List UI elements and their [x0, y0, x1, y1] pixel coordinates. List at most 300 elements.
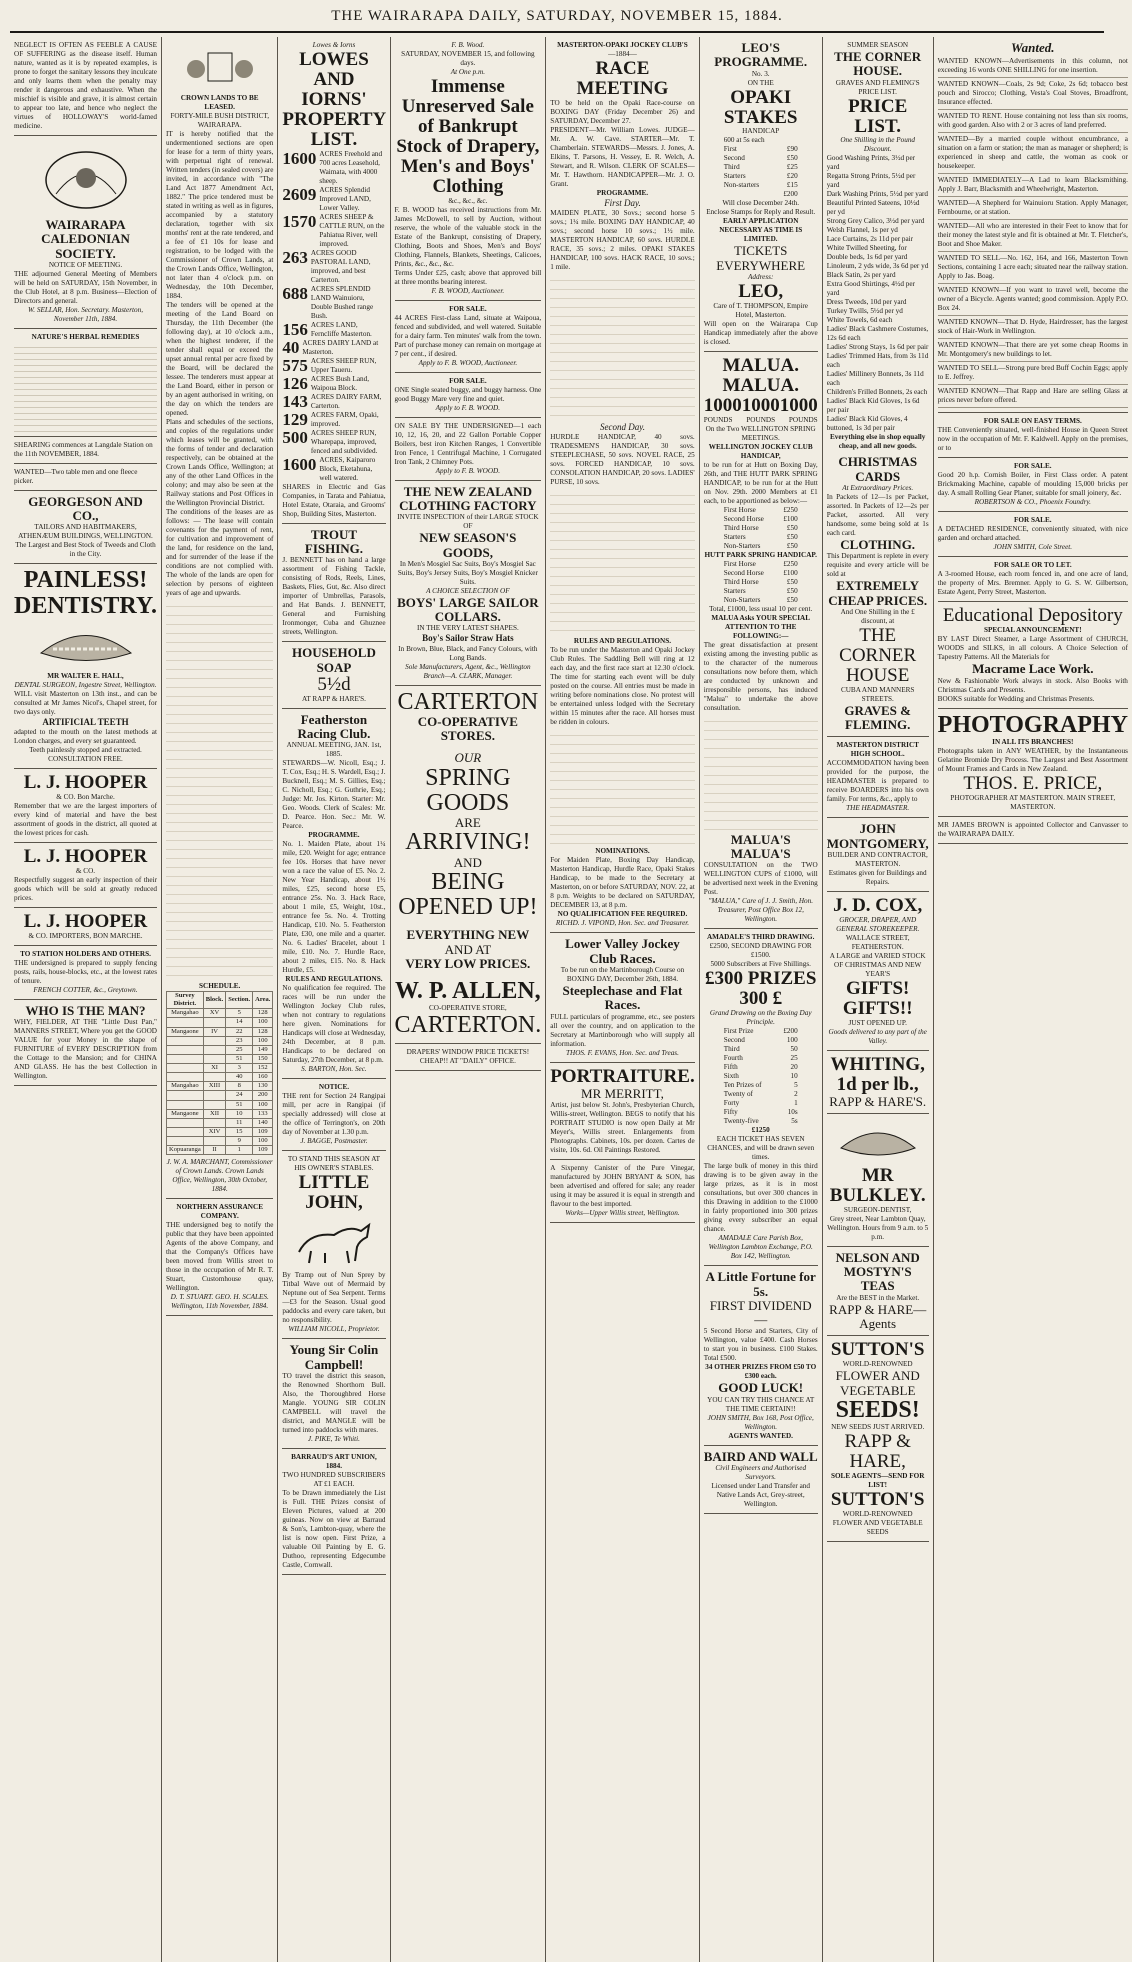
price-item: Children's Frilled Bonnets, 2s each	[826, 388, 928, 397]
barraud-title: BARRAUD'S ART UNION, 1884.	[291, 1452, 377, 1470]
holloway-text: NEGLECT IS OFTEN AS FEEBLE A CAUSE OF SUFFERING as the disease itself. Human nature, wanted as it is by repeated examples, is prone to forget the sanitary lessons they inculcate and only learns them when the penalty may render it dangerous and exhaustive. When the mischief is visible and grave, it is almost certain to appear too late, and hence who neglect the virtues of HOLLOWAY'S world-famed medicine.	[14, 41, 157, 130]
day-1-detail	[550, 272, 695, 422]
station-title: TO STATION HOLDERS AND OTHERS.	[20, 949, 151, 958]
property-item	[282, 411, 385, 429]
wood-auction-ad	[395, 37, 542, 301]
schedule-cell: Mangaone	[167, 1109, 204, 1118]
list-value: 5s	[791, 1117, 798, 1126]
wanted-item: WANTED KNOWN—If you want to travel well, become the owner of a Bicycle. Agents wanted; good commission. Apply P.O. Box 24.	[938, 284, 1128, 316]
price-item: Ladies' Black Kid Gloves, 4 buttoned, 1s 3d per pair	[826, 415, 908, 433]
list-row	[724, 1072, 798, 1081]
for-sale-2-sign: Apply to F. B. WOOD.	[435, 403, 501, 412]
list-label: Third	[723, 163, 740, 172]
racing-body: STEWARDS—W. Nicoll, Esq.; J. T. Cox, Esq.; H. S. Wardell, Esq.; J. Bucknell, Esq.; M. S. Gillies, Esq.; C. Nicholl, Esq.; G. Guthrie, Esq.; Judge: Mr. Jos. Kirton. Starter: Mr. Geo. Woods. Clerk of Scales: Mr. D. Pearce. Hon. Sec.: Mr. W. Pearce.	[282, 759, 386, 831]
trout-title: TROUT FISHING.	[304, 526, 364, 556]
masthead-title: THE WAIRARAPA DAILY, SATURDAY, NOVEMBER 15, 1884.	[331, 8, 783, 24]
macrame-body: New & Fashionable Work always in stock. Also Books with Christmas Cards and Presents.	[937, 676, 1128, 694]
malua-detail	[704, 713, 818, 833]
hooper-name-2: L. J. HOOPER	[23, 846, 148, 868]
column-5	[546, 37, 700, 1962]
schedule-cell	[203, 1137, 226, 1146]
hooper-name-3: L. J. HOOPER	[23, 910, 148, 932]
list-row	[724, 1027, 798, 1036]
sole-agents: SOLE AGENTS—SEND FOR LIST!	[830, 1471, 925, 1489]
wanted-item: WANTED KNOWN—Coals, 2s 9d; Coke, 2s 6d; tobacco best pouch and Sirocco; Clothing, Vesta's Coal Stoves, Broadfront, Insurance effected.	[938, 78, 1128, 110]
portraiture-title: PORTRAITURE.	[550, 1065, 695, 1087]
allen-name: W. P. ALLEN,	[395, 978, 541, 1005]
schedule-row	[167, 1027, 273, 1036]
list-label: First Prize	[723, 1027, 754, 1036]
steeple-title: Steeplechase and Flat Races.	[562, 982, 683, 1013]
prizes-note: Grand Drawing on the Boxing Day Principle.	[709, 1009, 812, 1027]
schedule-cell: 14	[226, 1018, 253, 1027]
artificial-body: adapted to the mouth on the latest methods at London charges, and every set guaranteed.	[14, 728, 157, 746]
schedule-header-cell: Section.	[226, 992, 253, 1009]
list-label: Third Horse	[723, 577, 759, 586]
programme-body: No. 1. Maiden Plate, about 1¼ mile, £20. Weight for age; entrance fee 10s. Horses that have never won a race the value of £5. No. 2. New Year Handicap, about 1½ miles, £25, second horse £5, entrance 25s. No. 3. Hack Race, about 1 mile, £5, Weight, 10st., entrance fee 5s. No. 4. Trotting Handicap, £10. No. 5. Featherston Plate, £30, one mile and a quarter. No. 6. Ladies' Bracelet, about 1 mile, £10. No. 7. Hurdle Race, about 2 miles, £15. No. 8. Hack Hurdle, £5.	[282, 840, 386, 975]
nominations-title: NOMINATIONS.	[595, 847, 650, 856]
bull-sign: J. PIKE, Te Whiti.	[307, 1434, 360, 1443]
column-1	[10, 37, 162, 1962]
schedule-cell: XIV	[203, 1127, 226, 1136]
leo-name: LEO,	[738, 281, 784, 303]
stallion-title: LITTLE JOHN,	[298, 1172, 370, 1214]
list-value: £50	[786, 154, 798, 163]
crown-conditions-text	[166, 598, 273, 978]
straw-hats: Boy's Sailor Straw Hats	[422, 633, 514, 644]
seeds-title: SEEDS!	[835, 1396, 920, 1423]
schedule-cell: XI	[203, 1064, 226, 1073]
property-text: ACRES Bush Land, Waipoua Block.	[310, 374, 369, 392]
masterton-title: MASTERTON-OPAKI JOCKEY CLUB'S	[557, 41, 688, 49]
dentistry-heading-2: DENTISTRY.	[14, 592, 157, 619]
property-acres: 40	[282, 337, 300, 357]
race-meeting-ad	[550, 37, 695, 933]
list-label: Second	[723, 154, 745, 163]
edu-sub: SPECIAL ANNOUNCEMENT!	[983, 626, 1082, 635]
malua-unit-2: POUNDS	[746, 415, 776, 424]
hooper-body-2: Respectfully suggest an early inspection of their goods which will be sold at greatly reduced prices.	[14, 875, 157, 902]
price-item: Ladies' Black Kid Gloves, 1s 6d per pair	[826, 397, 920, 415]
clothing-title: CLOTHING.	[840, 537, 916, 553]
drapers-text: DRAPERS' WINDOW PRICE TICKETS! CHEAP!! AT "DAILY" OFFICE.	[406, 1047, 530, 1065]
schedule-cell	[167, 1045, 204, 1054]
nz-body: In Men's Mosgiel Sac Suits, Boy's Mosgiel Sac Suits, Boy's Jersey Suits, Boy's Mosgiel Knicker Suits.	[397, 559, 538, 586]
property-text: ACRES, Kaiparoro Block, Eketahuna, well watered.	[319, 455, 376, 482]
steeple-body: FULL particulars of programme, etc., see posters all over the country, and on application to the Secretary at Martinborough who will supply all information.	[550, 1012, 695, 1048]
remedies-text-block	[14, 342, 157, 432]
nz-collars: BOYS' LARGE SAILOR COLLARS.	[397, 594, 539, 625]
soap-title: HOUSEHOLD SOAP	[292, 645, 376, 675]
list-value: 2	[794, 1090, 798, 1099]
price-item: Welsh Flannel, 1s per yd	[826, 226, 898, 235]
straw-agent: Sole Manufacturers, Agent, &c., Wellington Branch—A. CLARK, Manager.	[405, 662, 531, 680]
malua-on: On the Two WELLINGTON SPRING MEETINGS.	[705, 424, 816, 442]
boiler-sign: ROBERTSON & CO., Phoenix Foundry.	[974, 498, 1091, 507]
opaki-stakes: OPAKI STAKES	[723, 86, 798, 128]
remedies-ad	[14, 329, 157, 437]
schedule-cell	[203, 1091, 226, 1100]
list-label: First Horse	[723, 559, 756, 568]
price-item: Ladies' Strong Stays, 1s 6d per pair	[826, 343, 929, 352]
property-acres: 263	[282, 247, 308, 267]
property-text: ACRES SHEEP RUN, Wharepapa, improved, fenced and subdivided.	[310, 428, 378, 455]
boiler-title: FOR SALE.	[1014, 462, 1052, 471]
notice-sign: J. BAGGE, Postmaster.	[300, 1137, 368, 1146]
graves-fleming: GRAVES & FLEMING.	[844, 702, 911, 733]
schedule-cell: 100	[253, 1018, 273, 1027]
leo-number: No. 3.	[751, 69, 770, 78]
price-sub: PHOTOGRAPHER AT MASTERTON. MAIN STREET, MASTERTON.	[950, 793, 1116, 811]
list-label: Starters	[723, 586, 746, 595]
wanted-picker-text: WANTED—Two table men and one fleece picker.	[14, 467, 138, 485]
property-item	[282, 429, 385, 456]
price-item: Beautiful Printed Sateens, 10½d per yd	[826, 199, 920, 217]
list-row	[724, 1045, 798, 1054]
price-item: Black Satin, 2s per yard	[826, 271, 896, 280]
list-label: First Horse	[723, 505, 756, 514]
schedule-cell: 100	[253, 1036, 273, 1045]
lowes-title: LOWES AND IORNS' PROPERTY LIST.	[282, 49, 387, 150]
list-value: £50	[786, 586, 798, 595]
cox-name: J. D. COX,	[833, 894, 923, 916]
racing-title: Featherston Racing Club.	[297, 711, 371, 742]
list-row	[724, 154, 798, 163]
bulkley-ad	[827, 1114, 929, 1247]
schedule-row	[167, 1073, 273, 1082]
list-label: Fifty	[723, 1108, 738, 1117]
list-row	[724, 136, 798, 145]
wanted-picker-ad	[14, 464, 157, 491]
list-row	[724, 1081, 798, 1090]
nz-also: A CHOICE SELECTION OF	[426, 586, 510, 595]
malua-amount-3: 1000	[779, 394, 818, 416]
boiler-for-sale-ad	[938, 458, 1128, 512]
list-value: 20	[790, 1063, 798, 1072]
day-2-detail	[550, 487, 695, 637]
race-intro: TO be held on the Opaki Race-course on BOXING DAY (Friday December 26) and SATURDAY, December 27.	[550, 98, 695, 125]
schedule-cell	[203, 1018, 226, 1027]
race-rules-detail	[550, 727, 695, 847]
schedule-row	[167, 1118, 273, 1127]
schedule-cell: 8	[226, 1082, 253, 1091]
merritt-name: MR MERRITT,	[581, 1085, 664, 1101]
property-acres: 143	[282, 391, 308, 411]
evans-sign: THOS. F. EVANS, Hon. Sec. and Treas.	[566, 1048, 679, 1057]
new-seeds: NEW SEEDS JUST ARRIVED.	[831, 1423, 925, 1432]
hooper-name-1: L. J. HOOPER	[23, 772, 148, 794]
property-acres: 575	[282, 355, 308, 375]
schedule-cell: 150	[253, 1054, 273, 1063]
georgeson-subtitle: TAILORS AND HABITMAKERS, ATHENÆUM BUILDINGS, WELLINGTON.	[18, 523, 153, 541]
schedule-row	[167, 1064, 273, 1073]
amadale-sub: £2500, SECOND DRAWING FOR £1500.	[709, 942, 812, 960]
edu-title: Educational Depository	[942, 605, 1123, 627]
schedule-cell	[203, 1045, 226, 1054]
list-value: £15	[786, 181, 798, 190]
malua-ad	[704, 352, 818, 929]
society-subtitle: NOTICE OF MEETING.	[48, 260, 123, 269]
hall-subtitle: DENTAL SURGEON, Ingestre Street, Wellington.	[14, 680, 157, 689]
schedule-cell: Mangahao	[167, 1009, 204, 1018]
schedule-cell: 51	[226, 1100, 253, 1109]
leo-care: Care of T. THOMPSON, Empire Hotel, Masterton.	[713, 302, 809, 319]
bull-ad	[282, 1339, 385, 1449]
list-label: Non-starters	[723, 181, 760, 190]
amadale-prize-list	[704, 1027, 818, 1126]
shearing-text: SHEARING commences at Langdale Station on the 11th NOVEMBER, 1884.	[14, 440, 153, 458]
property-item	[282, 249, 385, 285]
crest-engraving	[26, 144, 146, 214]
stallion-body: By Tramp out of Nun Sprey by Titbal Wave out of Mermaid by Neptune out of Sea Serpent. Terms—£3 for the Season. Usual good paddocks and every care taken, but no responsibility.	[282, 1271, 386, 1325]
price-item: White Twilled Sheeting, for Double beds, 1s 6d per yard	[826, 244, 908, 262]
list-row	[724, 533, 798, 542]
property-text: ACRES SHEEP & CATTLE RUN, on the Pahiatua River, well improved.	[319, 212, 385, 248]
malua-unit-1: POUNDS	[703, 415, 733, 424]
suttons-world: WORLD-RENOWNED	[842, 1360, 913, 1369]
schedule-cell: 11	[226, 1118, 253, 1127]
price-name: THOS. E. PRICE,	[963, 772, 1103, 794]
list-label: Second Horse	[723, 568, 764, 577]
schedule-row	[167, 1045, 273, 1054]
hooper-sub-3: & CO. IMPORTERS, BON MARCHE.	[28, 931, 143, 940]
schedule-header-cell: Block.	[203, 992, 226, 1009]
merritt-body: Artist, just below St. John's, Presbyterian Church, Willis-street, Wellington. BEGS to notify that his PORTRAIT STUDIO is now open Daily at Mr Meyer's, Willis street. Enlargements from Photographs. Cabinets, 10s. per dozen. Cartes de visite, 10s. 6d. Oil Paintings Restored.	[550, 1100, 695, 1154]
wanted-item: WANTED TO RENT. House containing not less than six rooms, with good garden. Also with 2 or 3 acres of land preferred.	[938, 110, 1128, 133]
soap-at: AT RAPP & HARE'S.	[301, 694, 366, 703]
price-item: Linoleum, 2 yds wide, 3s 6d per yd	[826, 262, 929, 271]
price-item: Dress Tweeds, 10d per yard	[826, 298, 907, 307]
lower-valley-title: Lower Valley Jockey Club Races.	[565, 936, 680, 966]
malua-consult: CONSULTATION on the TWO WELLINGTON CUPS of £1000, will be advertised next week in the Evening Post.	[703, 861, 818, 897]
for-sale-1-title: FOR SALE.	[449, 304, 487, 313]
schedule-cell: 5	[226, 1009, 253, 1018]
leo-prize-list	[704, 136, 818, 199]
our-label: OUR	[454, 750, 482, 766]
rapp-agents: RAPP & HARE—Agents	[829, 1301, 927, 1331]
schedule-cell: 51	[226, 1054, 253, 1063]
price-items	[827, 154, 929, 433]
price-item: Strong Grey Calico, 3½d per yard	[826, 217, 925, 226]
soap-price: 5½d	[317, 673, 351, 695]
column-4	[391, 37, 547, 1962]
list-row	[724, 1099, 798, 1108]
for-sale-buggy-ad	[395, 373, 542, 418]
northern-assurance-ad	[166, 1199, 273, 1316]
list-label: Fourth	[723, 1054, 743, 1063]
each-ticket: EACH TICKET HAS SEVEN CHANCES, and will be drawn seven times.	[707, 1135, 815, 1162]
drapers-tickets-ad	[395, 1044, 542, 1071]
list-label: Non-Starters	[723, 541, 761, 550]
shearing-ad	[14, 437, 157, 464]
list-label: Ten Prizes of	[723, 1081, 762, 1090]
edu-body: BY LAST Direct Steamer, a Large Assortment of CHURCH, WOODS and SILKS, in all colours. A Choice Selection of Tapestry Patterns. All the Materials for	[937, 635, 1128, 662]
wanted-item: WANTED IMMEDIATELY—A Lad to learn Blacksmithing. Apply J. Barr, Blacksmith and Wheelwright, Masterton.	[938, 174, 1128, 197]
schedule-row	[167, 1091, 273, 1100]
schedule-cell: 128	[253, 1027, 273, 1036]
sale-or-let-ad	[938, 557, 1128, 602]
nz-title: THE NEW ZEALAND CLOTHING FACTORY	[399, 483, 537, 513]
residence-sign: JOHN SMITH, Cole Street.	[993, 543, 1073, 552]
who-body: WHY, FIELDER, AT THE "Little Dust Pan," MANNERS STREET, Where you get the GOOD VALUE for your Money in the shape of FURNITURE of EVERY DESCRIPTION from the Cottage to the Mansion; and for CHINA AND GLASS. He has the best Collection in Wellington.	[14, 1018, 157, 1081]
lowes-iorns-ad	[282, 37, 385, 524]
dentures-engraving-2	[833, 1122, 923, 1162]
crown-body-4: The conditions of the leases are as follows: — The lease will contain covenants for the payment of rent, for cultivation and improvement of the land, for residence on the land, and for surrender of the lease if the conditions are not complied with. The whole of the lands are open for selection by persons of eighteen years of age and upwards.	[166, 508, 274, 597]
montgomery-sub: BUILDER AND CONTRACTOR, MASTERTON.	[827, 850, 928, 868]
list-value: £50	[786, 541, 798, 550]
price-item: Extra Good Shirtings, 4½d per yard	[826, 280, 915, 298]
property-text: ACRES DAIRY FARM, Carterton.	[310, 392, 382, 410]
list-value: £90	[786, 145, 798, 154]
schedule-header-cell: Area.	[253, 992, 273, 1009]
schedule-cell: 140	[253, 1118, 273, 1127]
schedule-cell: 160	[253, 1073, 273, 1082]
low-prices: VERY LOW PRICES.	[405, 955, 531, 971]
property-list	[282, 150, 385, 483]
cox-sub: GROCER, DRAPER, AND GENERAL STOREKEEPER.	[836, 915, 920, 933]
list-row	[724, 145, 798, 154]
day-2-title: Second Day.	[599, 422, 645, 433]
schedule-cell: 1	[226, 1146, 253, 1155]
wanted-title: Wanted.	[1011, 40, 1055, 55]
schedule-cell: 100	[253, 1100, 273, 1109]
schedule-cell	[167, 1100, 204, 1109]
fortune-body: 5 Second Horse and Starters, City of Wellington, value £400. Cash Horses to start you in business. £100 Stakes. Total £500.	[703, 1327, 818, 1363]
property-text: ACRES GOOD PASTORAL LAND, improved, and best Carterton.	[310, 248, 371, 284]
race-officers: PRESIDENT—Mr. William Lowes. JUDGE—Mr. A. W. Cave. STARTER—Mr. T. Chamberlain. STEWARDS—Messrs. J. Jones, A. Elkins, T. Parsons, H. Vessey, E. R. Welch, A. Stewart, and R. Wilson. CLERK OF SCALES—Mr. T. Hawthorn. HANDICAPPER—Mr. J. O. Grant.	[550, 125, 695, 188]
property-item	[282, 213, 385, 249]
list-row	[724, 1036, 798, 1045]
crown-title: CROWN LANDS TO BE LEASED.	[180, 94, 259, 111]
schedule-cell: 128	[253, 1009, 273, 1018]
malua-unit-3: POUNDS	[788, 415, 818, 424]
property-acres: 2609	[282, 184, 317, 204]
schedule-cell	[167, 1073, 204, 1082]
leo-address: Address:	[748, 273, 774, 282]
notice-body: THE rent for Section 24 Rangipai mill, per acre in Rangipai (if specially addressed) will close at the office of Terrington's, on 20th day of November at 1.30 p.m.	[282, 1092, 386, 1137]
wood-sign: F. B. WOOD, Auctioneer.	[431, 286, 505, 295]
bulkley-body: Grey street, Near Lambton Quay, Wellington. Hours from 9 a.m. to 5 p.m.	[827, 1214, 929, 1241]
property-item	[282, 375, 385, 393]
list-value: £100	[783, 514, 798, 523]
list-row	[724, 1108, 798, 1117]
spring-goods: SPRING GOODS	[425, 764, 511, 816]
wanted-item: WANTED KNOWN—Advertisements in this column, not exceeding 16 words ONE SHILLING for one insertion.	[938, 55, 1128, 78]
hooper-body-1: Remember that we are the largest importers of every kind of material and have the best assortment of goods in the district, all quoted at the lowest prices for cash.	[14, 802, 157, 838]
malua-notice: MALUA Asks YOUR SPECIAL ATTENTION TO THE FOLLOWING:—	[711, 613, 810, 640]
schedule-header-row	[167, 992, 273, 1009]
schedule-row	[167, 1127, 273, 1136]
list-row	[724, 569, 798, 578]
list-label: Fifth	[723, 1063, 738, 1072]
allen-sub: CO-OPERATIVE STORE,	[428, 1004, 507, 1013]
photo-body: Photographs taken in ANY WEATHER, by the Instantaneous Gelatine Bromide Dry Process. The Largest and Best Assortment of Mount Frames and Cards in New Zealand.	[937, 746, 1128, 773]
vinegar-ad	[550, 1160, 695, 1223]
cuba-streets: CUBA AND MANNERS STREETS.	[840, 685, 915, 703]
photo-sub: IN ALL ITS BRANCHES!	[992, 737, 1074, 746]
boiler-body: Good 20 h.p. Cornish Boiler, in First Class order. A patent Brickmaking Machine, capable of moulding 15,000 bricks per day. A small Rolling Gear Planer, suitable for small joinery, &c.	[937, 471, 1128, 498]
list-row	[724, 596, 798, 605]
artificial-teeth: ARTIFICIAL TEETH	[42, 716, 129, 727]
race-title: RACE MEETING	[576, 58, 669, 99]
property-acres: 129	[282, 409, 308, 429]
list-row	[724, 560, 798, 569]
property-item	[282, 186, 385, 213]
who-is-the-man-ad	[14, 1000, 157, 1086]
gifts: GIFTS! GIFTS!!	[842, 977, 913, 1019]
column-7	[823, 37, 934, 1962]
for-sale-1-body: 44 ACRES First-class Land, situate at Waipoua, fenced and subdivided, and well watered. Suitable for a dairy farm. Ten minutes' walk from the town. Part of purchase money can remain on mortgage at 7 per cent., if desired.	[394, 313, 542, 358]
wood-terms: Terms Under £25, cash; above that approved bill at three months bearing interest.	[394, 268, 542, 286]
column-3	[278, 37, 390, 1962]
list-value: £250	[783, 505, 798, 514]
immense-etc: &c., &c., &c.	[448, 196, 488, 205]
schedule-cell: 15	[226, 1127, 253, 1136]
wanted-item: WANTED—A Shepherd for Wainuioru Station. Apply Manager, Fernbourne, or at station.	[938, 197, 1128, 220]
everything-cheap: Everything else in shop equally cheap, and all new goods.	[829, 433, 926, 451]
schedule-cell: 149	[253, 1045, 273, 1054]
amadale-sign: AMADALE Care Parish Box, Wellington Lambton Exchange, P.O. Box 142, Wellington.	[708, 1234, 813, 1261]
suttons-seeds-ad	[827, 1336, 929, 1542]
property-acres: 500	[282, 427, 308, 447]
list-value: 1	[794, 1099, 798, 1108]
rapp-hare-2: RAPP & HARE,	[844, 1431, 911, 1472]
arriving-label: ARRIVING!	[405, 829, 531, 856]
list-row	[724, 515, 798, 524]
are-label: ARE	[454, 815, 481, 831]
wood-header: F. B. Wood.	[451, 41, 485, 49]
schedule-cell: 109	[253, 1127, 273, 1136]
list-label: Non-Starters	[723, 595, 761, 604]
racing-club-ad	[282, 709, 385, 1080]
lowes-footer: SHARES in Electric and Gas Companies, in Tarata and Pahiatua, Hotel Estate, Otaraia, and Grooms' Shop, Building Sites, Masterton.	[282, 482, 386, 518]
schedule-row	[167, 1082, 273, 1091]
undersigned-ad	[395, 418, 542, 481]
sale-let-body: A 3-roomed House, each room fenced in, and one acre of land, the property of Mrs. Bremner. Apply to G. S. W. Gilbertson, Estate Agent, Perry Street, Masterton.	[937, 570, 1128, 597]
educational-ad	[938, 602, 1128, 708]
rules-title: RULES AND REGULATIONS.	[285, 975, 383, 984]
property-item	[282, 150, 385, 186]
fortune-sign: JOHN SMITH, Box 168, Post Office, Wellington.	[707, 1413, 814, 1431]
schedule-cell	[203, 1073, 226, 1082]
wanted-column	[938, 37, 1128, 413]
whiting-ad	[827, 1051, 929, 1114]
lower-valley-body: To be run on the Martinborough Course on BOXING DAY, December 26th, 1884.	[560, 965, 685, 983]
christmas-cards: CHRISTMAS CARDS	[838, 454, 918, 484]
schedule-cell: 200	[253, 1091, 273, 1100]
schedule-cell: 109	[253, 1146, 273, 1155]
race-programme-title: PROGRAMME.	[596, 188, 649, 197]
holloway-notice	[14, 37, 157, 136]
trout-body: J. BENNETT has on hand a large assortment of Fishing Tackle, consisting of Rods, Reels, Lines, Baskets, Flies, Gut, &c. Also direct importer of Umbrellas, Parasols, and Hat Bands. J. BENNETT, General and Furnishing Ironmonger, Cuba and Ghuznee streets, Wellington.	[282, 556, 386, 637]
column-2	[162, 37, 278, 1962]
station-ad	[14, 946, 157, 1000]
list-row	[724, 524, 798, 533]
price-item: Lace Curtains, 2s 11d per pair	[826, 235, 914, 244]
schedule-cell: 24	[226, 1091, 253, 1100]
schedule-cell	[167, 1137, 204, 1146]
straw-body: In Brown, Blue, Black, and Fancy Colours, with Long Bands.	[398, 644, 538, 662]
property-item	[282, 393, 385, 411]
vinegar-body: A Sixpenny Canister of the Pure Vinegar, manufactured by JOHN BRYANT & SON, has been advertised and offered for sale; any reader using it may be assured it is equal in strength and flavour to the best imported.	[550, 1163, 695, 1208]
fortune-ad	[704, 1266, 818, 1445]
clothing-body: This Department is replete in every requisite and every article will be sold at	[826, 552, 929, 579]
schedule-cell: 22	[226, 1027, 253, 1036]
property-acres: 1600	[282, 454, 317, 474]
remedies-title: NATURE'S HERBAL REMEDIES	[31, 332, 140, 341]
discount-text: And One Shilling in the £ discount, at	[840, 607, 915, 625]
property-acres: 126	[282, 373, 308, 393]
